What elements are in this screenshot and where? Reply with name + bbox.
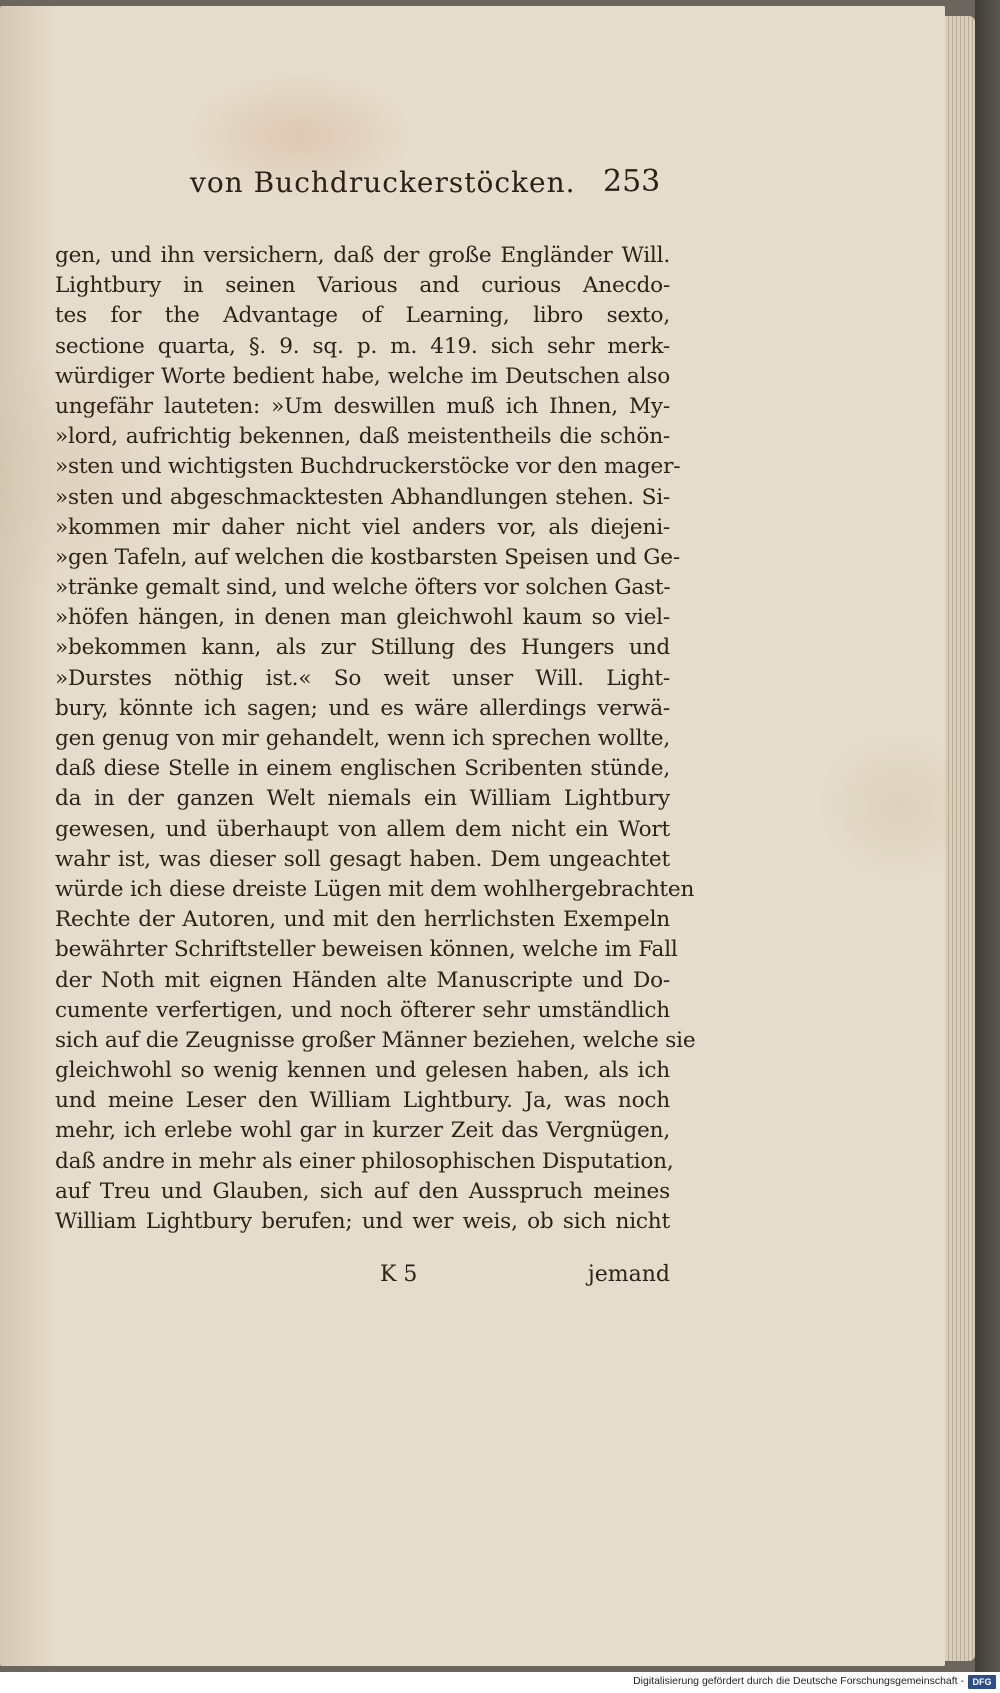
text-line: bewährter Schriftsteller beweisen können, welche im Fall [55, 937, 678, 963]
text-line: und meine Leser den William Lightbury. Ja, was noch [55, 1088, 670, 1114]
text-line: bury, könnte ich sagen; und es wäre allerdings verwä- [55, 695, 670, 721]
text-line: gleichwohl so wenig kennen und gelesen haben, als ich [55, 1058, 670, 1084]
book-page [0, 6, 945, 1666]
text-line: »sten und wichtigsten Buchdruckerstöcke vor den mager- [55, 454, 681, 480]
text-line: »kommen mir daher nicht viel anders vor, als diejeni- [55, 514, 670, 540]
footer [0, 1672, 1000, 1693]
text-line: gen, und ihn versichern, daß der große Engländer Will. [55, 243, 670, 268]
signature-mark: K 5 [380, 1262, 418, 1287]
text-line: »lord, aufrichtig bekennen, daß meistentheils die schön- [55, 424, 670, 450]
page-number: 253 [603, 164, 661, 199]
text-line: Lightbury in seinen Various and curious Anecdo- [55, 273, 670, 299]
text-line: cumente verfertigen, und noch öfterer sehr umständlich [55, 997, 670, 1023]
text-line: Rechte der Autoren, und mit den herrlichsten Exempeln [55, 907, 670, 933]
text-line: ungefähr lauteten: »Um deswillen muß ich Ihnen, My- [55, 393, 670, 419]
text-line: würde ich diese dreiste Lügen mit dem wohlhergebrachten [55, 876, 695, 902]
text-line: sich auf die Zeugnisse großer Männer beziehen, welche sie [55, 1027, 696, 1053]
text-line: gewesen, und überhaupt von allem dem nicht ein Wort [55, 816, 670, 842]
text-line: mehr, ich erlebe wohl gar in kurzer Zeit das Vergnügen, [55, 1118, 670, 1144]
catchword: jemand [587, 1262, 670, 1287]
page-edges [945, 16, 975, 1661]
text-line: der Noth mit eignen Händen alte Manuscripte und Do- [55, 967, 670, 993]
text-line: »tränke gemalt sind, und welche öfters vor solchen Gast- [55, 575, 671, 601]
text-line: tes for the Advantage of Learning, libro sexto, [55, 303, 670, 329]
text-line: »sten und abgeschmacktesten Abhandlungen stehen. Si- [55, 484, 670, 510]
catchline [55, 1262, 670, 1292]
text-line: sectione quarta, §. 9. sq. p. m. 419. sich sehr merk- [55, 333, 670, 359]
text-line: daß diese Stelle in einem englischen Scribenten stünde, [55, 756, 670, 782]
text-line: »höfen hängen, in denen man gleichwohl kaum so viel- [55, 605, 670, 631]
footer-credit: Digitalisierung gefördert durch die Deutsche Forschungsgemeinschaft - [633, 1675, 964, 1687]
book-cover-edge [975, 0, 1000, 1672]
text-line: daß andre in mehr als einer philosophischen Disputation, [55, 1148, 674, 1174]
text-line: da in der ganzen Welt niemals ein William Lightbury [55, 786, 670, 812]
text-line: wahr ist, was dieser soll gesagt haben. Dem ungeachtet [55, 846, 670, 872]
text-line: »Durstes nöthig ist.« So weit unser Will. Light- [55, 665, 670, 691]
body-text [55, 241, 696, 1237]
dfg-logo-icon: DFG [968, 1675, 996, 1689]
text-line: würdiger Worte bedient habe, welche im Deutschen also [55, 363, 670, 389]
running-head: von Buchdruckerstöcken. [190, 166, 576, 199]
text-line: »gen Tafeln, auf welchen die kostbarsten Speisen und Ge- [55, 544, 680, 570]
text-line: William Lightbury berufen; und wer weis, ob sich nicht [55, 1209, 670, 1234]
text-line: »bekommen kann, als zur Stillung des Hungers und [55, 635, 670, 661]
text-line: auf Treu und Glauben, sich auf den Ausspruch meines [55, 1178, 670, 1204]
text-line: gen genug von mir gehandelt, wenn ich sprechen wollte, [55, 726, 670, 751]
